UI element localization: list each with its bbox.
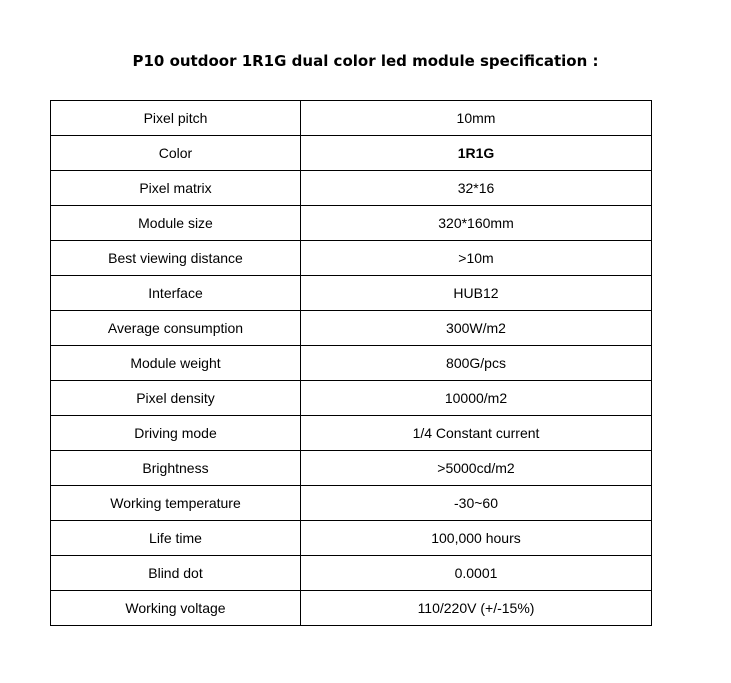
spec-value-cell: 10mm — [301, 101, 652, 136]
spec-value-cell: HUB12 — [301, 276, 652, 311]
table-row — [51, 241, 652, 276]
table-row — [51, 591, 652, 626]
spec-label-cell: Working voltage — [51, 591, 301, 626]
page-title: P10 outdoor 1R1G dual color led module specification : — [132, 52, 599, 70]
spec-label-cell: Blind dot — [51, 556, 301, 591]
table-row — [51, 451, 652, 486]
spec-value-cell: 300W/m2 — [301, 311, 652, 346]
spec-value-cell: 1/4 Constant current — [301, 416, 652, 451]
spec-label-cell: Driving mode — [51, 416, 301, 451]
spec-table — [50, 100, 652, 626]
spec-label-cell: Average consumption — [51, 311, 301, 346]
table-row — [51, 276, 652, 311]
spec-value-cell: 100,000 hours — [301, 521, 652, 556]
table-row — [51, 416, 652, 451]
table-row — [51, 311, 652, 346]
spec-value-cell: 10000/m2 — [301, 381, 652, 416]
spec-value-cell: 1R1G — [301, 136, 652, 171]
spec-value-cell: -30~60 — [301, 486, 652, 521]
spec-label-cell: Life time — [51, 521, 301, 556]
table-row — [51, 206, 652, 241]
table-row — [51, 171, 652, 206]
spec-value-cell: 320*160mm — [301, 206, 652, 241]
spec-value-cell: 0.0001 — [301, 556, 652, 591]
spec-label-cell: Pixel pitch — [51, 101, 301, 136]
spec-value-cell: 32*16 — [301, 171, 652, 206]
table-row — [51, 486, 652, 521]
table-row — [51, 136, 652, 171]
table-row — [51, 101, 652, 136]
table-row — [51, 521, 652, 556]
spec-label-cell: Module weight — [51, 346, 301, 381]
spec-label-cell: Brightness — [51, 451, 301, 486]
spec-label-cell: Pixel density — [51, 381, 301, 416]
spec-value-cell: 110/220V (+/-15%) — [301, 591, 652, 626]
table-row — [51, 381, 652, 416]
table-row — [51, 556, 652, 591]
table-row — [51, 346, 652, 381]
spec-value-cell: 800G/pcs — [301, 346, 652, 381]
spec-label-cell: Pixel matrix — [51, 171, 301, 206]
spec-label-cell: Color — [51, 136, 301, 171]
spec-value-cell: >5000cd/m2 — [301, 451, 652, 486]
spec-label-cell: Best viewing distance — [51, 241, 301, 276]
spec-label-cell: Module size — [51, 206, 301, 241]
spec-table-body — [51, 101, 652, 626]
spec-label-cell: Interface — [51, 276, 301, 311]
spec-label-cell: Working temperature — [51, 486, 301, 521]
spec-value-cell: >10m — [301, 241, 652, 276]
